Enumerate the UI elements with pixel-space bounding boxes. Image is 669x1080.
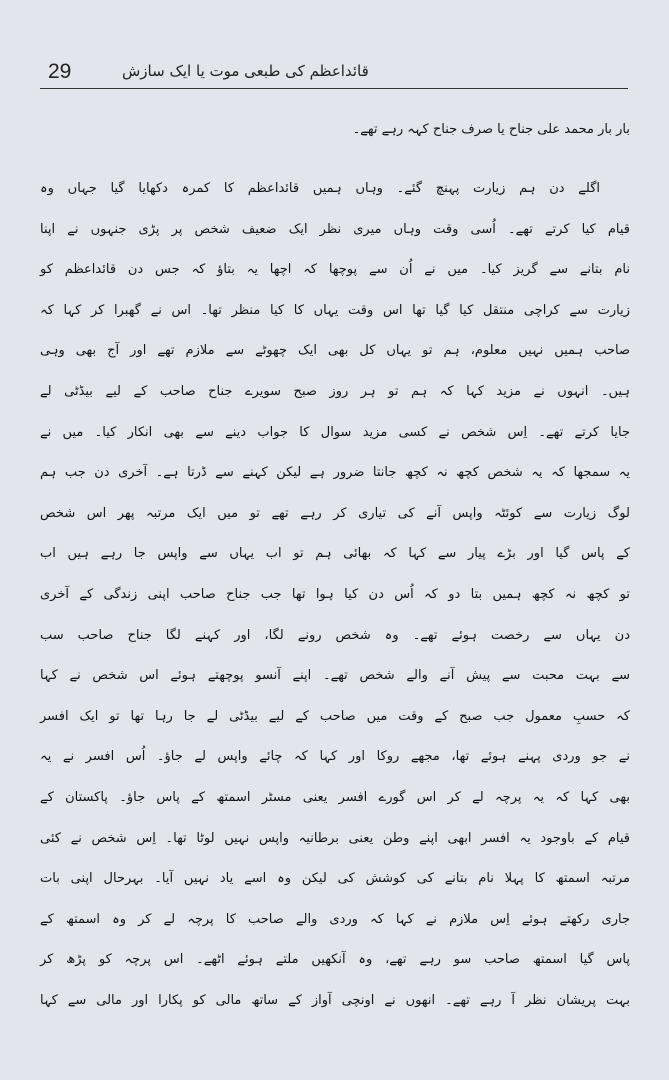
text-line: مرتبہ اسمتھ کا پہلا نام بتانے کی کوشش کی لیکن وہ اسے یاد نہیں آیا۔ بہرحال اپنی بات xyxy=(40,871,630,887)
text-line: قیام کے باوجود یہ افسر ابھی اپنے وطن یعنی برطانیہ واپس نہیں لوٹا تھا۔ اِس شخص نے کئی xyxy=(40,830,630,846)
text-line: بار بار محمد علی جناح یا صرف جناح کہہ رہے تھے۔ xyxy=(352,122,630,137)
text-line: صاحب ہمیں نہیں معلوم، ہم تو یہاں کل بھی ایک چھوٹے سے ملازم تھے اور آج بھی وہی xyxy=(40,343,630,359)
text-line: جایا کرتے تھے۔ اِس شخص نے کسی مزید سوال کا جواب دینے سے بھی انکار کیا۔ میں نے xyxy=(40,424,630,440)
text-line: نام بتانے سے گریز کیا۔ میں نے اُن سے پوچھا کہ اچھا یہ بتاؤ کہ جس دن قائداعظم کو xyxy=(40,262,630,278)
page-number: 29 xyxy=(48,60,72,83)
text-line: لوگ زیارت سے کوئٹہ واپس آنے کی تیاری کر رہے تھے تو میں ایک مرتبہ پھر اس شخص xyxy=(40,505,630,521)
text-line: کہ حسبِ معمول جب صبح کے وقت میں صاحب کے لیے بیڈٹی لے جا رہا تھا تو ایک افسر xyxy=(40,708,630,724)
text-line: بھی کہا کہ یہ پرچہ لے کر اس گورے افسر یعنی مسٹر اسمتھ کے پاس جاؤ۔ پاکستان کے xyxy=(40,790,630,805)
text-line: ہیں۔ انہوں نے مزید کہا کہ ہم تو ہر روز صبح سویرے جناح صاحب کے لیے بیڈٹی لے xyxy=(40,384,630,399)
text-line: دن یہاں سے رخصت ہوئے تھے۔ وہ شخص رونے لگا، اور کہنے لگا جناح صاحب سب xyxy=(40,627,630,643)
text-line: زیارت سے کراچی منتقل کیا گیا تھا اس وقت یہاں کا کیا منظر تھا۔ اس نے گھبرا کر کہا کہ xyxy=(40,302,630,318)
text-line: جاری رکھتے ہوئے اِس ملازم نے کہا کہ وردی والے صاحب کا پرچہ لے کر وہ اسمتھ کے xyxy=(40,911,630,927)
text-line: قیام کیا کرتے تھے۔ اُسی وقت وہاں میری نظر ایک ضعیف شخص پر پڑی جنہوں نے اپنا xyxy=(40,221,630,237)
running-title: قائداعظم کی طبعی موت یا ایک سازش xyxy=(122,62,369,80)
header-rule xyxy=(40,88,628,89)
text-line: پاس گیا اسمتھ صاحب سو رہے تھے، وہ آنکھیں ملتے ہوئے اٹھے۔ اس پرچہ کو پڑھ کر xyxy=(40,952,630,968)
text-line: اگلے دن ہم زیارت پہنچ گئے۔ وہاں ہمیں قائداعظم کا کمرہ دکھایا گیا جہاں وہ xyxy=(40,181,600,196)
text-line: کے پاس گیا اور بڑے پیار سے کہا کہ بھائی ہم تو اب یہاں سے واپس جا رہے ہیں اب xyxy=(40,546,630,562)
text-line: یہ سمجھا کہ یہ شخص کچھ نہ کچھ جانتا ضرور ہے لیکن کہنے سے ڈرتا ہے۔ آخری دن جب ہم xyxy=(40,465,630,481)
text-line: تو کچھ نہ کچھ ہمیں بتا دو کہ اُس دن کیا ہوا تھا جب جناح صاحب اپنی زندگی کے آخری xyxy=(40,587,630,602)
text-line: بہت پریشان نظر آ رہے تھے۔ انھوں نے اونچی آواز کے ساتھ مالی کو پکارا اور مالی سے کہا xyxy=(40,993,630,1008)
text-line: نے جو وردی پہنے ہوئے تھا، مجھے روکا اور کہا کہ چائے واپس لے جاؤ۔ اُس افسر نے یہ xyxy=(40,749,630,765)
text-line: سے بہت محبت سے پیش آنے والے شخص تھے۔ اپنے آنسو پوچھتے ہوئے اس شخص نے کہا xyxy=(40,668,630,684)
